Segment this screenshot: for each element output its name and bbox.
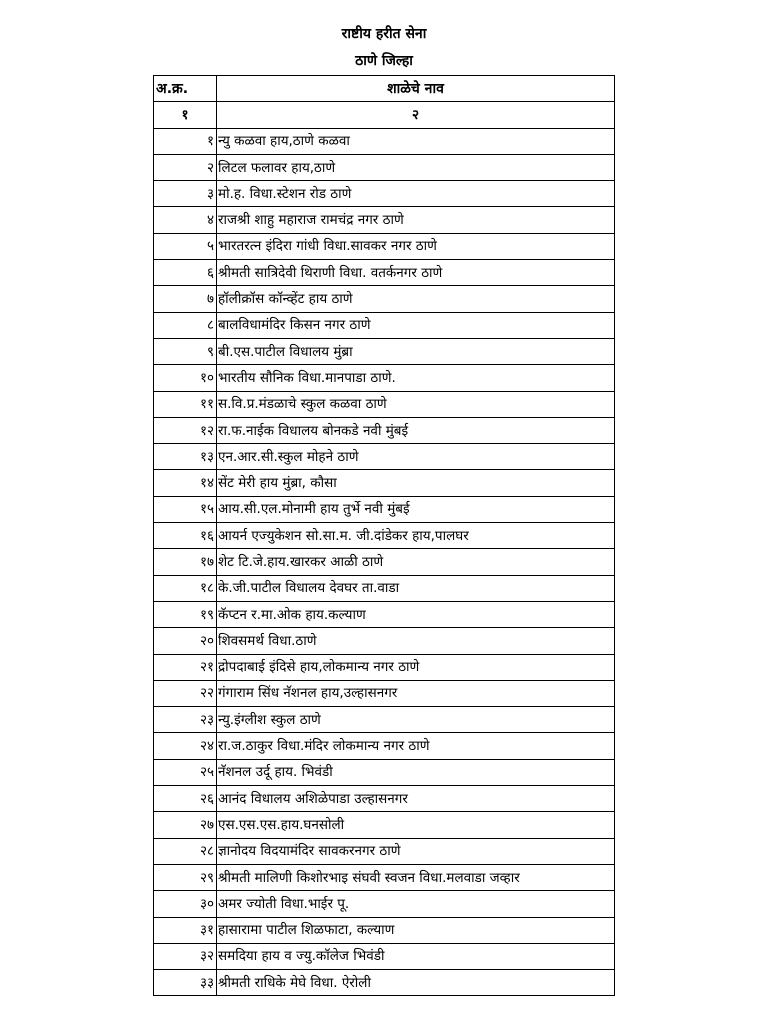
table-row bbox=[154, 365, 615, 391]
row-serial-number: ५ bbox=[154, 233, 217, 259]
column-header-school-name: शाळेचे नाव bbox=[217, 76, 615, 102]
table-row bbox=[154, 864, 615, 890]
row-school-name: द्रोपदाबाई इंदिसे हाय,लोकमान्य नगर ठाणे bbox=[217, 654, 615, 680]
row-serial-number: ३३ bbox=[154, 970, 217, 996]
table-row bbox=[154, 128, 615, 154]
row-serial-number: १४ bbox=[154, 470, 217, 496]
column-number-1: १ bbox=[154, 102, 217, 128]
row-serial-number: १ bbox=[154, 128, 217, 154]
row-serial-number: ११ bbox=[154, 391, 217, 417]
table-row bbox=[154, 733, 615, 759]
row-serial-number: ३ bbox=[154, 181, 217, 207]
table-row bbox=[154, 496, 615, 522]
table-row bbox=[154, 838, 615, 864]
row-serial-number: २७ bbox=[154, 812, 217, 838]
row-school-name: श्रीमती राधिके मेघे विधा. ऐरोली bbox=[217, 970, 615, 996]
table-row bbox=[154, 233, 615, 259]
row-school-name: नॅशनल उर्दू हाय. भिवंडी bbox=[217, 759, 615, 785]
table-row bbox=[154, 470, 615, 496]
row-serial-number: २८ bbox=[154, 838, 217, 864]
row-school-name: हॉलीक्रॉस कॉन्व्हेंट हाय ठाणे bbox=[217, 286, 615, 312]
table-row bbox=[154, 943, 615, 969]
table-row bbox=[154, 812, 615, 838]
row-school-name: भारतीय सौनिक विधा.मानपाडा ठाणे. bbox=[217, 365, 615, 391]
row-serial-number: ७ bbox=[154, 286, 217, 312]
row-serial-number: २२ bbox=[154, 680, 217, 706]
row-serial-number: ३२ bbox=[154, 943, 217, 969]
table-row bbox=[154, 786, 615, 812]
row-serial-number: १३ bbox=[154, 444, 217, 470]
row-school-name: गंगाराम सिंध नॅशनल हाय,उल्हासनगर bbox=[217, 680, 615, 706]
row-school-name: बी.एस.पाटील विधालय मुंब्रा bbox=[217, 338, 615, 364]
table-row bbox=[154, 917, 615, 943]
table-row bbox=[154, 891, 615, 917]
row-serial-number: ४ bbox=[154, 207, 217, 233]
row-school-name: रा.फ.नाईक विधालय बोनकडे नवी मुंबई bbox=[217, 417, 615, 443]
row-serial-number: १५ bbox=[154, 496, 217, 522]
row-serial-number: ८ bbox=[154, 312, 217, 338]
table-row bbox=[154, 523, 615, 549]
row-serial-number: २३ bbox=[154, 707, 217, 733]
row-serial-number: २ bbox=[154, 154, 217, 180]
row-school-name: के.जी.पाटील विधालय देवघर ता.वाडा bbox=[217, 575, 615, 601]
table-row bbox=[154, 654, 615, 680]
row-school-name: स.वि.प्र.मंडळाचे स्कुल कळवा ठाणे bbox=[217, 391, 615, 417]
row-school-name: शेट टि.जे.हाय.खारकर आळी ठाणे bbox=[217, 549, 615, 575]
row-serial-number: २६ bbox=[154, 786, 217, 812]
table-row bbox=[154, 391, 615, 417]
row-serial-number: ३० bbox=[154, 891, 217, 917]
row-school-name: समदिया हाय व ज्यु.कॉलेज भिवंडी bbox=[217, 943, 615, 969]
row-school-name: श्रीमती सात्रिदेवी थिराणी विधा. वतर्कनगर ठाणे bbox=[217, 260, 615, 286]
table-header-row bbox=[154, 76, 615, 102]
row-school-name: आयर्न एज्युकेशन सो.सा.म. जी.दांडेकर हाय,पालघर bbox=[217, 523, 615, 549]
table-row bbox=[154, 680, 615, 706]
table-row bbox=[154, 759, 615, 785]
row-serial-number: २० bbox=[154, 628, 217, 654]
row-school-name: लिटल फलावर हाय,ठाणे bbox=[217, 154, 615, 180]
table-row bbox=[154, 444, 615, 470]
column-header-serial: अ.क्र. bbox=[154, 76, 217, 102]
row-school-name: बालविधामंदिर किसन नगर ठाणे bbox=[217, 312, 615, 338]
row-school-name: सेंट मेरी हाय मुंब्रा, कौसा bbox=[217, 470, 615, 496]
row-school-name: ज्ञानोदय विदयामंदिर सावकरनगर ठाणे bbox=[217, 838, 615, 864]
table-row bbox=[154, 970, 615, 996]
row-serial-number: २४ bbox=[154, 733, 217, 759]
row-serial-number: १९ bbox=[154, 601, 217, 627]
table-row bbox=[154, 575, 615, 601]
table-row bbox=[154, 707, 615, 733]
row-serial-number: १० bbox=[154, 365, 217, 391]
row-school-name: शिवसमर्थ विधा.ठाणे bbox=[217, 628, 615, 654]
row-serial-number: २९ bbox=[154, 864, 217, 890]
row-serial-number: १२ bbox=[154, 417, 217, 443]
row-school-name: भारतरत्न इंदिरा गांधी विधा.सावकर नगर ठाणे bbox=[217, 233, 615, 259]
row-school-name: रा.ज.ठाकुर विधा.मंदिर लोकमान्य नगर ठाणे bbox=[217, 733, 615, 759]
row-school-name: कॅप्टन र.मा.ओक हाय.कल्याण bbox=[217, 601, 615, 627]
page-title: राष्टीय हरीत सेना bbox=[341, 26, 427, 42]
table-row bbox=[154, 601, 615, 627]
row-school-name: एस.एस.एस.हाय.घनसोली bbox=[217, 812, 615, 838]
row-school-name: न्यु कळवा हाय,ठाणे कळवा bbox=[217, 128, 615, 154]
row-serial-number: १६ bbox=[154, 523, 217, 549]
page-subtitle: ठाणे जिल्हा bbox=[355, 53, 413, 69]
row-serial-number: ३१ bbox=[154, 917, 217, 943]
table-row bbox=[154, 312, 615, 338]
column-number-row bbox=[154, 102, 615, 128]
row-school-name: हासारामा पाटील शिळफाटा, कल्याण bbox=[217, 917, 615, 943]
table-row bbox=[154, 628, 615, 654]
table-row bbox=[154, 286, 615, 312]
row-school-name: आनंद विधालय अशिळेपाडा उल्हासनगर bbox=[217, 786, 615, 812]
row-school-name: मो.ह. विधा.स्टेशन रोड ठाणे bbox=[217, 181, 615, 207]
table-row bbox=[154, 154, 615, 180]
row-school-name: अमर ज्योती विधा.भाईर पू. bbox=[217, 891, 615, 917]
row-school-name: आय.सी.एल.मोनामी हाय तुर्भे नवी मुंबई bbox=[217, 496, 615, 522]
row-school-name: श्रीमती मालिणी किशोरभाइ संघवी स्वजन विधा.मलवाडा जव्हार bbox=[217, 864, 615, 890]
row-school-name: एन.आर.सी.स्कुल मोहने ठाणे bbox=[217, 444, 615, 470]
row-serial-number: २१ bbox=[154, 654, 217, 680]
column-number-2: २ bbox=[217, 102, 615, 128]
row-serial-number: १७ bbox=[154, 549, 217, 575]
row-school-name: न्यु.इंग्लीश स्कुल ठाणे bbox=[217, 707, 615, 733]
table-row bbox=[154, 260, 615, 286]
school-list-table bbox=[153, 75, 615, 996]
table-row bbox=[154, 338, 615, 364]
row-serial-number: १८ bbox=[154, 575, 217, 601]
row-serial-number: ९ bbox=[154, 338, 217, 364]
row-serial-number: २५ bbox=[154, 759, 217, 785]
row-school-name: राजश्री शाहु महाराज रामचंद्र नगर ठाणे bbox=[217, 207, 615, 233]
table-row bbox=[154, 181, 615, 207]
row-serial-number: ६ bbox=[154, 260, 217, 286]
table-row bbox=[154, 207, 615, 233]
table-row bbox=[154, 417, 615, 443]
table-row bbox=[154, 549, 615, 575]
